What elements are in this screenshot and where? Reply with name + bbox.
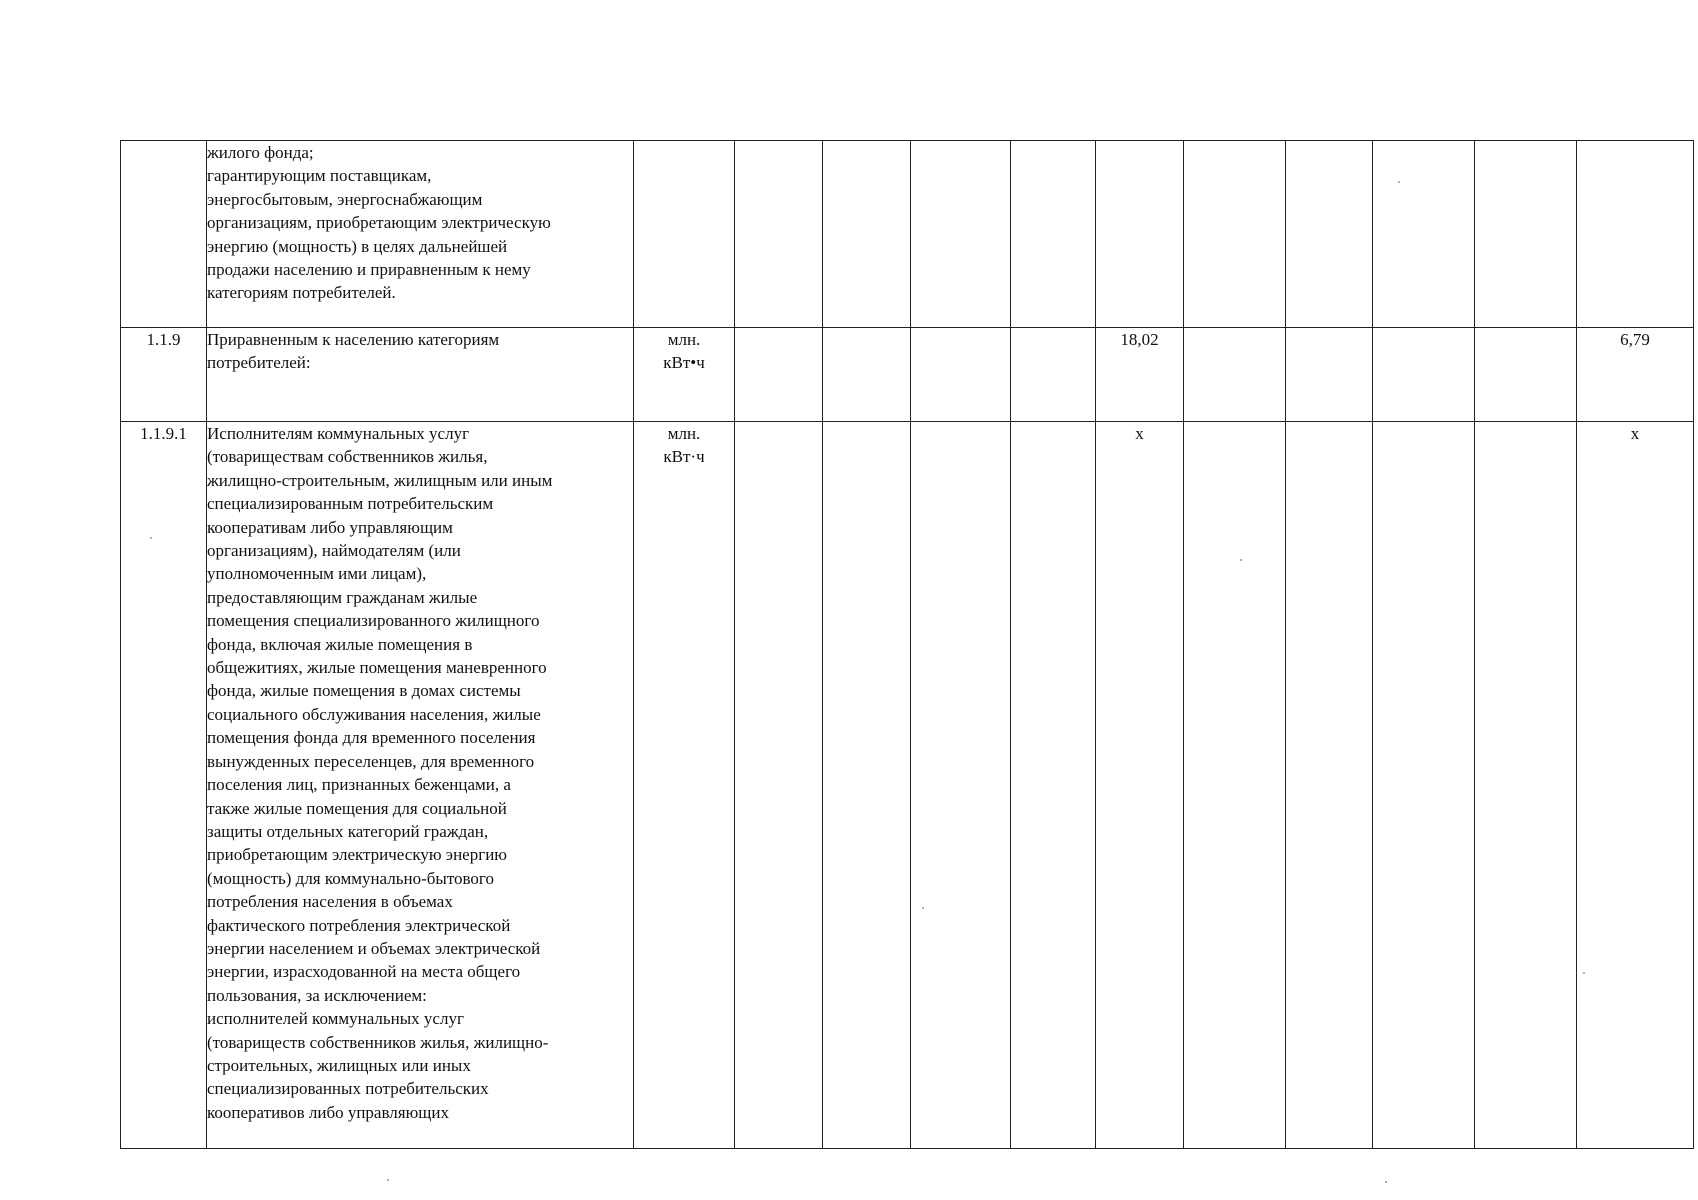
value-cell-col6: 18,02 xyxy=(1096,328,1184,422)
unit-cell: млн. кВт•ч xyxy=(634,328,735,422)
value-cell xyxy=(823,328,911,422)
value-cell xyxy=(1184,422,1286,1149)
scan-speck xyxy=(1385,1181,1387,1183)
scan-speck xyxy=(1583,972,1585,974)
value-cell xyxy=(735,141,823,328)
value-cell xyxy=(1011,141,1096,328)
row-description-cell: Исполнителям коммунальных услуг (товариществам собственников жилья, жилищно-строительным, жилищным или иным специализированным потребительским кооперативам либо управляющим организациям), наймодателям (или уполномоченным ими лицам), предоставляющим гражданам жилые помещения специализированного жилищного фонда, включая жилые помещения в общежитиях, жилые помещения маневренного фонда, жилые помещения в домах системы социального обслуживания населения, жилые помещения фонда для временного поселения вынужденных переселенцев, для временного поселения лиц, признанных беженцами, а также жилые помещения для социальной защиты отдельных категорий граждан, приобретающим электрическую энергию (мощность) для коммунально-бытового потребления населения в объемах фактического потребления электрической энергии населением и объемах электрической энергии, израсходованной на места общего пользования, за исключением: исполнителей коммунальных услуг (товариществ собственников жилья, жилищно- строительных, жилищных или иных специализированных потребительских кооперативов либо управляющих xyxy=(207,422,634,1149)
value-cell xyxy=(1475,328,1577,422)
unit-cell xyxy=(634,141,735,328)
value-cell xyxy=(1011,328,1096,422)
value-cell xyxy=(1286,422,1373,1149)
value-cell xyxy=(1011,422,1096,1149)
value-cell xyxy=(823,422,911,1149)
value-cell xyxy=(1096,141,1184,328)
row-number: 1.1.9.1 xyxy=(121,422,207,1149)
value-cell xyxy=(1475,422,1577,1149)
value-cell xyxy=(735,422,823,1149)
row-number-cell xyxy=(121,141,207,328)
value-cell-col12: 6,79 xyxy=(1577,328,1694,422)
value-cell xyxy=(911,422,1011,1149)
value-cell xyxy=(1373,328,1475,422)
unit-cell: млн. кВт·ч xyxy=(634,422,735,1149)
scan-speck xyxy=(150,537,152,539)
value-cell xyxy=(1373,141,1475,328)
scan-speck xyxy=(922,907,924,909)
table-row-1-1-9 xyxy=(121,328,1694,422)
value-cell-col6: х xyxy=(1096,422,1184,1149)
value-cell xyxy=(1184,328,1286,422)
value-cell xyxy=(1373,422,1475,1149)
scan-speck xyxy=(1240,559,1242,561)
value-cell xyxy=(1286,141,1373,328)
value-cell xyxy=(1475,141,1577,328)
table-row-continuation xyxy=(121,141,1694,328)
value-cell xyxy=(1577,141,1694,328)
value-cell xyxy=(735,328,823,422)
table-row-1-1-9-1 xyxy=(121,422,1694,1149)
value-cell xyxy=(911,328,1011,422)
value-cell-col12: х xyxy=(1577,422,1694,1149)
data-table xyxy=(120,140,1694,1149)
row-description-cell: жилого фонда; гарантирующим поставщикам, энергосбытовым, энергоснабжающим организациям, приобретающим электрическую энергию (мощность) в целях дальнейшей продажи населению и приравненным к нему категориям потребителей. xyxy=(207,141,634,328)
value-cell xyxy=(1286,328,1373,422)
scan-speck xyxy=(1398,181,1400,183)
value-cell xyxy=(911,141,1011,328)
row-description-cell: Приравненным к населению категориям потребителей: xyxy=(207,328,634,422)
value-cell xyxy=(1184,141,1286,328)
row-number: 1.1.9 xyxy=(121,328,207,422)
value-cell xyxy=(823,141,911,328)
scan-speck xyxy=(387,1179,389,1181)
